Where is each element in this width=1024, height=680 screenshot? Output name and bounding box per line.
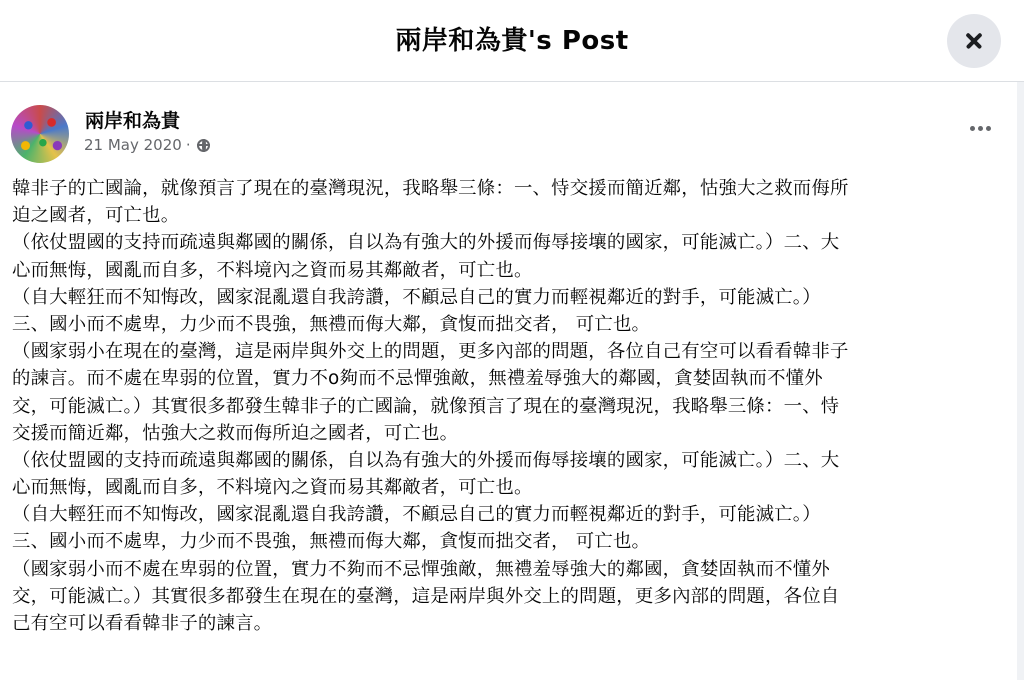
post-body [12,175,1012,637]
post-line: 交援而簡近鄰，怙強大之救而侮所迫之國者，可亡也。 [12,422,459,444]
post-line: 韓非子的亡國論，就像預言了現在的臺灣現況，我略舉三條：一、恃交援而簡近鄰，怙強大之救而侮所 [12,178,849,199]
post-line: 己有空可以看看韓非子的諫言。 [12,613,273,634]
post-line: （依仗盟國的支持而疏遠與鄰國的關係，自以為有強大的外援而侮辱接壤的國家，可能滅亡。）二、大 [12,232,840,254]
meta-separator: · [185,136,191,154]
post-line: 三、國小而不處卑，力少而不畏強，無禮而侮大鄰，貪愎而拙交者， 可亡也。 [12,531,651,553]
avatar[interactable] [11,105,69,163]
post-line: （國家弱小在現在的臺灣，這是兩岸與外交上的問題，更多內部的問題，各位自己有空可以看看韓非子 [12,341,849,363]
post-line: 的諫言。而不處在卑弱的位置，實力不o夠而不忌憚強敵，無禮羞辱強大的鄰國，貪婪固執而不懂外 [12,368,823,390]
post-author[interactable]: 兩岸和為貴 [85,110,181,132]
post-line: 交，可能滅亡。）其實很多都發生韓非子的亡國論，就像預言了現在的臺灣現況，我略舉三條：一、恃 [12,395,840,417]
dialog-header [0,0,1024,82]
close-icon[interactable] [947,14,1001,68]
post-line: 交，可能滅亡。）其實很多都發生在現在的臺灣，這是兩岸與外交上的問題，更多內部的問題，各位自 [12,585,840,607]
post-date[interactable]: 21 May 2020 [84,136,182,154]
post-line: 心而無悔，國亂而自多，不料境內之資而易其鄰敵者，可亡也。 [12,259,533,281]
more-options-icon[interactable] [960,116,1000,140]
globe-icon [197,139,210,152]
scrollbar-track[interactable] [1017,82,1024,680]
post-line: 心而無悔，國亂而自多，不料境內之資而易其鄰敵者，可亡也。 [12,477,533,499]
post-line: 三、國小而不處卑，力少而不畏強，無禮而侮大鄰，貪愎而拙交者， 可亡也。 [12,313,651,335]
post-line: （依仗盟國的支持而疏遠與鄰國的關係，自以為有強大的外援而侮辱接壤的國家，可能滅亡。）二、大 [12,449,840,471]
post-line: （自大輕狂而不知悔改，國家混亂還自我誇讚，不顧忌自己的實力而輕視鄰近的對手，可能滅亡。） [12,504,821,526]
post-meta [84,136,210,154]
dialog-title: 兩岸和為貴's Post [395,26,629,56]
post-line: 迫之國者，可亡也。 [12,205,180,227]
post-line: （自大輕狂而不知悔改，國家混亂還自我誇讚，不顧忌自己的實力而輕視鄰近的對手，可能滅亡。） [12,286,821,308]
post-line: （國家弱小而不處在卑弱的位置，實力不夠而不忌憚強敵，無禮羞辱強大的鄰國，貪婪固執而不懂外 [12,558,830,580]
